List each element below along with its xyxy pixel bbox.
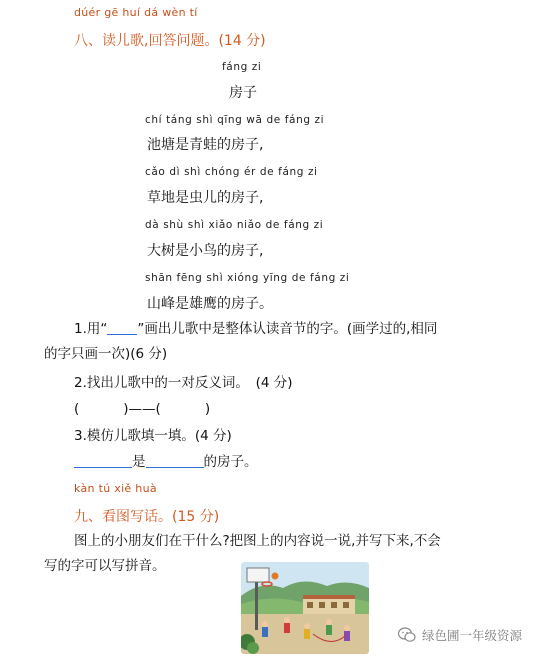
question-1 xyxy=(74,318,437,340)
question-2: 2.找出儿歌中的一对反义词。 (4 分) xyxy=(74,375,293,391)
poem-line-4: 山峰是雄鹰的房子。 xyxy=(147,296,273,312)
question-3: 3.模仿儿歌填一填。(4 分) xyxy=(74,428,232,444)
section9-heading: 九、看图写话。(15 分) xyxy=(74,509,220,525)
watermark-text: 绿色圃一年级资源 xyxy=(422,628,523,643)
poem-line-3-pinyin: dà shù shì xiǎo niǎo de fáng zi xyxy=(145,219,324,231)
underline-sample xyxy=(107,320,137,335)
poem-line-3: 大树是小鸟的房子, xyxy=(147,243,264,259)
question-1-text: ”画出儿歌中是整体认读音节的字。(画学过的,相同 xyxy=(137,321,438,337)
paren-open: ( xyxy=(74,401,80,417)
antonym-answer-row xyxy=(74,398,210,420)
section9-paragraph-line-1: 图上的小朋友们在干什么?把图上的内容说一说,并写下来,不会 xyxy=(74,533,441,549)
paren-close: ) xyxy=(204,401,211,417)
section9-pinyin: kàn tú xiě huà xyxy=(74,482,157,495)
fill-in-row xyxy=(74,451,258,473)
question-1-prefix: 1.用“ xyxy=(74,321,108,337)
section9-paragraph-line-2: 写的字可以写拼音。 xyxy=(44,558,166,574)
section8-heading: 八、读儿歌,回答问题。(14 分) xyxy=(74,33,266,49)
poem-title-pinyin: fáng zi xyxy=(222,61,262,73)
poem-title: 房子 xyxy=(229,85,257,101)
paren-separator: )——( xyxy=(123,401,161,417)
poem-line-1-pinyin: chí táng shì qīng wā de fáng zi xyxy=(145,114,325,126)
poem-line-2: 草地是虫儿的房子, xyxy=(147,190,264,206)
wechat-icon xyxy=(398,627,416,643)
poem-line-4-pinyin: shān fēng shì xióng yīng de fáng zi xyxy=(145,272,350,284)
playground-scene-image xyxy=(241,562,369,654)
section8-pinyin: dúér gē huí dá wèn tí xyxy=(74,6,198,19)
fill-blank-1[interactable] xyxy=(74,453,132,468)
watermark xyxy=(398,626,522,644)
poem-line-1: 池塘是青蛙的房子, xyxy=(147,137,264,153)
poem-line-2-pinyin: cǎo dì shì chóng ér de fáng zi xyxy=(145,166,318,178)
fill-blank-2[interactable] xyxy=(146,453,204,468)
playground-illustration xyxy=(241,562,369,654)
question-1-continuation: 的字只画一次)(6 分) xyxy=(44,346,168,362)
fill-mid-text: 是 xyxy=(132,454,146,470)
fill-end-text: 的房子。 xyxy=(203,454,258,470)
